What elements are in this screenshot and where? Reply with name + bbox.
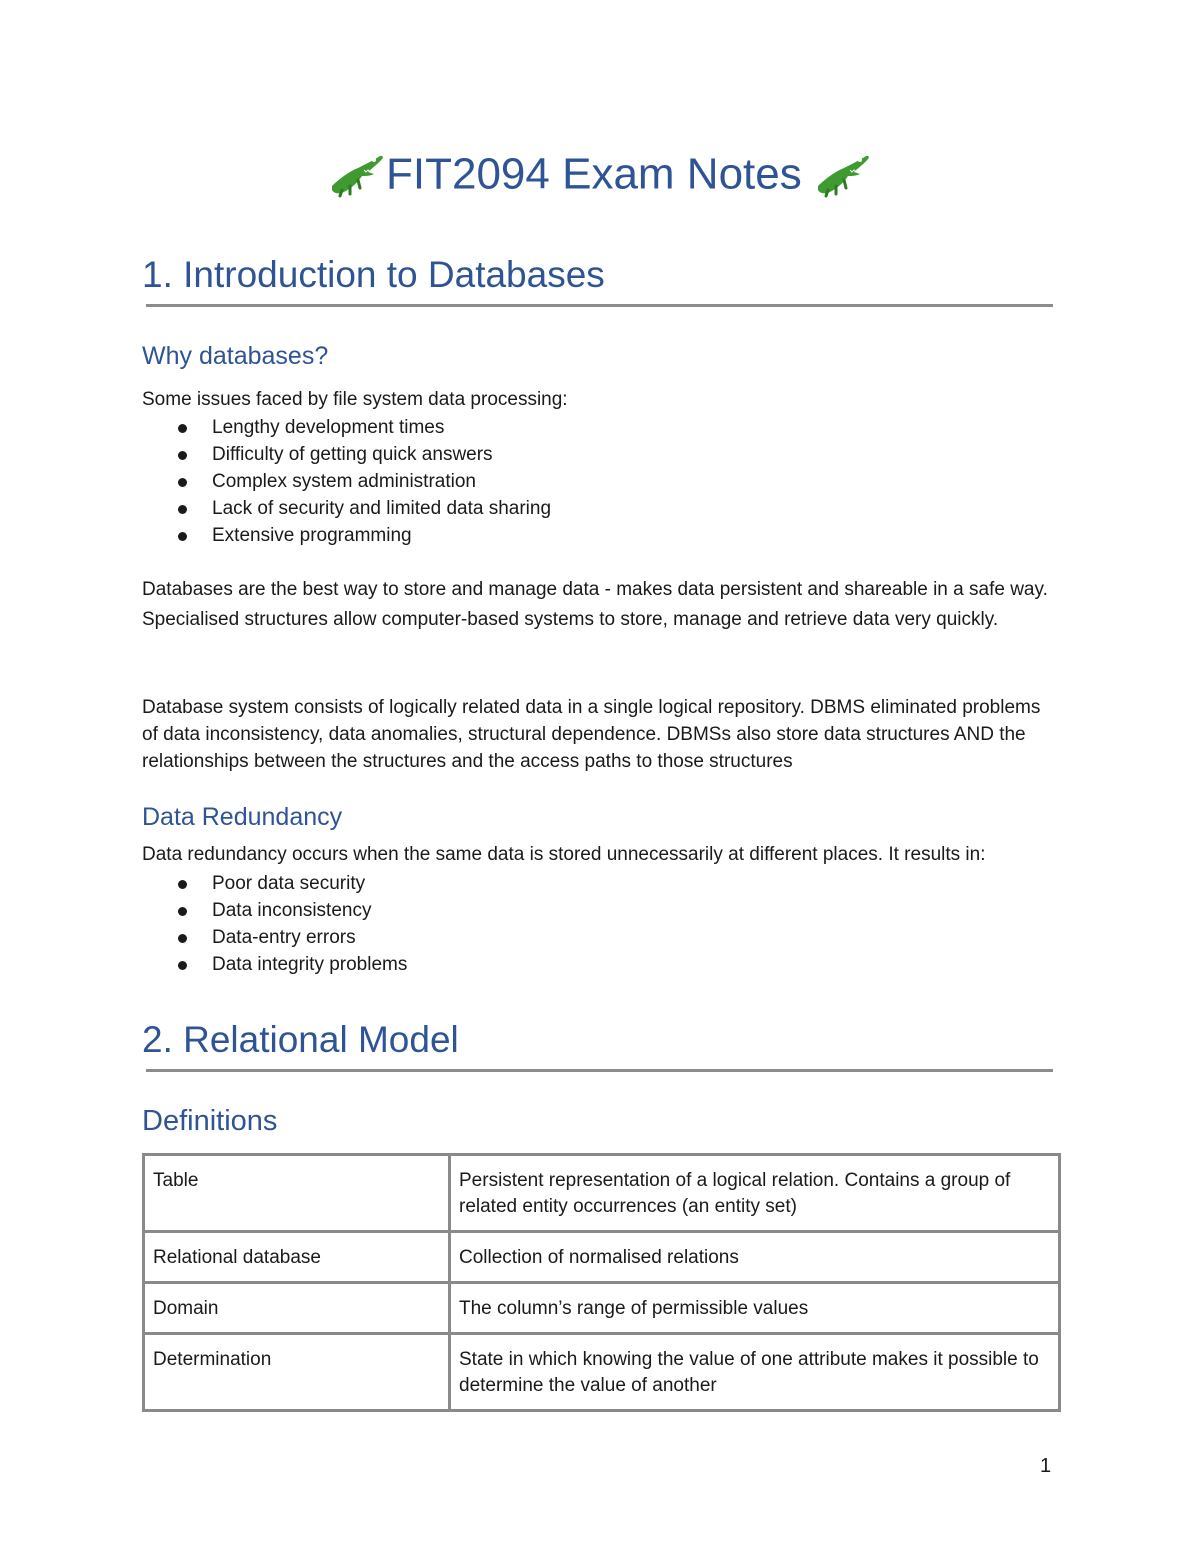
bullet-dot-icon — [178, 532, 187, 541]
bullet-dot-icon — [178, 880, 187, 889]
bullet-list-issues — [142, 414, 551, 549]
list-item: Lengthy development times — [142, 414, 551, 441]
bullet-dot-icon — [178, 505, 187, 514]
definition-text: State in which knowing the value of one attribute makes it possible to determine the value of another — [450, 1334, 1060, 1411]
definition-term: Determination — [144, 1334, 450, 1411]
list-item: Difficulty of getting quick answers — [142, 441, 551, 468]
list-item: Data inconsistency — [142, 897, 407, 924]
bullet-dot-icon — [178, 907, 187, 916]
section-heading-relational-model: 2. Relational Model — [142, 1019, 459, 1060]
definition-text: The column’s range of permissible values — [450, 1283, 1060, 1334]
paragraph-issues-intro: Some issues faced by file system data processing: — [142, 389, 568, 410]
section-rule — [146, 1069, 1053, 1072]
bullet-dot-icon — [178, 424, 187, 433]
document-title-text: FIT2094 Exam Notes — [386, 149, 802, 199]
list-item: Data-entry errors — [142, 924, 407, 951]
document-title — [0, 140, 1200, 206]
table-row — [144, 1155, 1060, 1232]
paragraph-databases-best-way: Databases are the best way to store and manage data - makes data persistent and shareable in a safe way. Specialised structures allow computer-based systems to store, manage and retrieve data very quickly. — [142, 579, 1048, 630]
bullet-dot-icon — [178, 961, 187, 970]
section-rule — [146, 304, 1053, 307]
bullet-dot-icon — [178, 934, 187, 943]
bullet-list-redundancy — [142, 870, 407, 978]
crocodile-icon — [814, 150, 872, 198]
subheading-definitions: Definitions — [142, 1105, 278, 1137]
list-item: Poor data security — [142, 870, 407, 897]
table-row — [144, 1283, 1060, 1334]
definition-text: Persistent representation of a logical relation. Contains a group of related entity occurrences (an entity set) — [450, 1155, 1060, 1232]
definition-term: Domain — [144, 1283, 450, 1334]
bullet-dot-icon — [178, 478, 187, 487]
list-item: Lack of security and limited data sharing — [142, 495, 551, 522]
page-number: 1 — [1040, 1455, 1052, 1477]
table-row — [144, 1232, 1060, 1283]
table-row — [144, 1334, 1060, 1411]
definition-text: Collection of normalised relations — [450, 1232, 1060, 1283]
definitions-table — [142, 1153, 1061, 1412]
subheading-why-databases: Why databases? — [142, 342, 329, 370]
bullet-dot-icon — [178, 451, 187, 460]
definition-term: Table — [144, 1155, 450, 1232]
paragraph-database-system: Database system consists of logically related data in a single logical repository. DBMS eliminated problems of data inconsistency, data anomalies, structural dependence. DBMSs also store data structures AND the relationships between the structures and the access paths to those structures — [142, 697, 1041, 772]
crocodile-icon — [328, 150, 386, 198]
paragraph-redundancy-intro: Data redundancy occurs when the same data is stored unnecessarily at different places. It results in: — [142, 844, 986, 865]
section-heading-introduction: 1. Introduction to Databases — [142, 254, 605, 295]
list-item: Complex system administration — [142, 468, 551, 495]
subheading-data-redundancy: Data Redundancy — [142, 803, 343, 831]
list-item: Extensive programming — [142, 522, 551, 549]
list-item: Data integrity problems — [142, 951, 407, 978]
definition-term: Relational database — [144, 1232, 450, 1283]
